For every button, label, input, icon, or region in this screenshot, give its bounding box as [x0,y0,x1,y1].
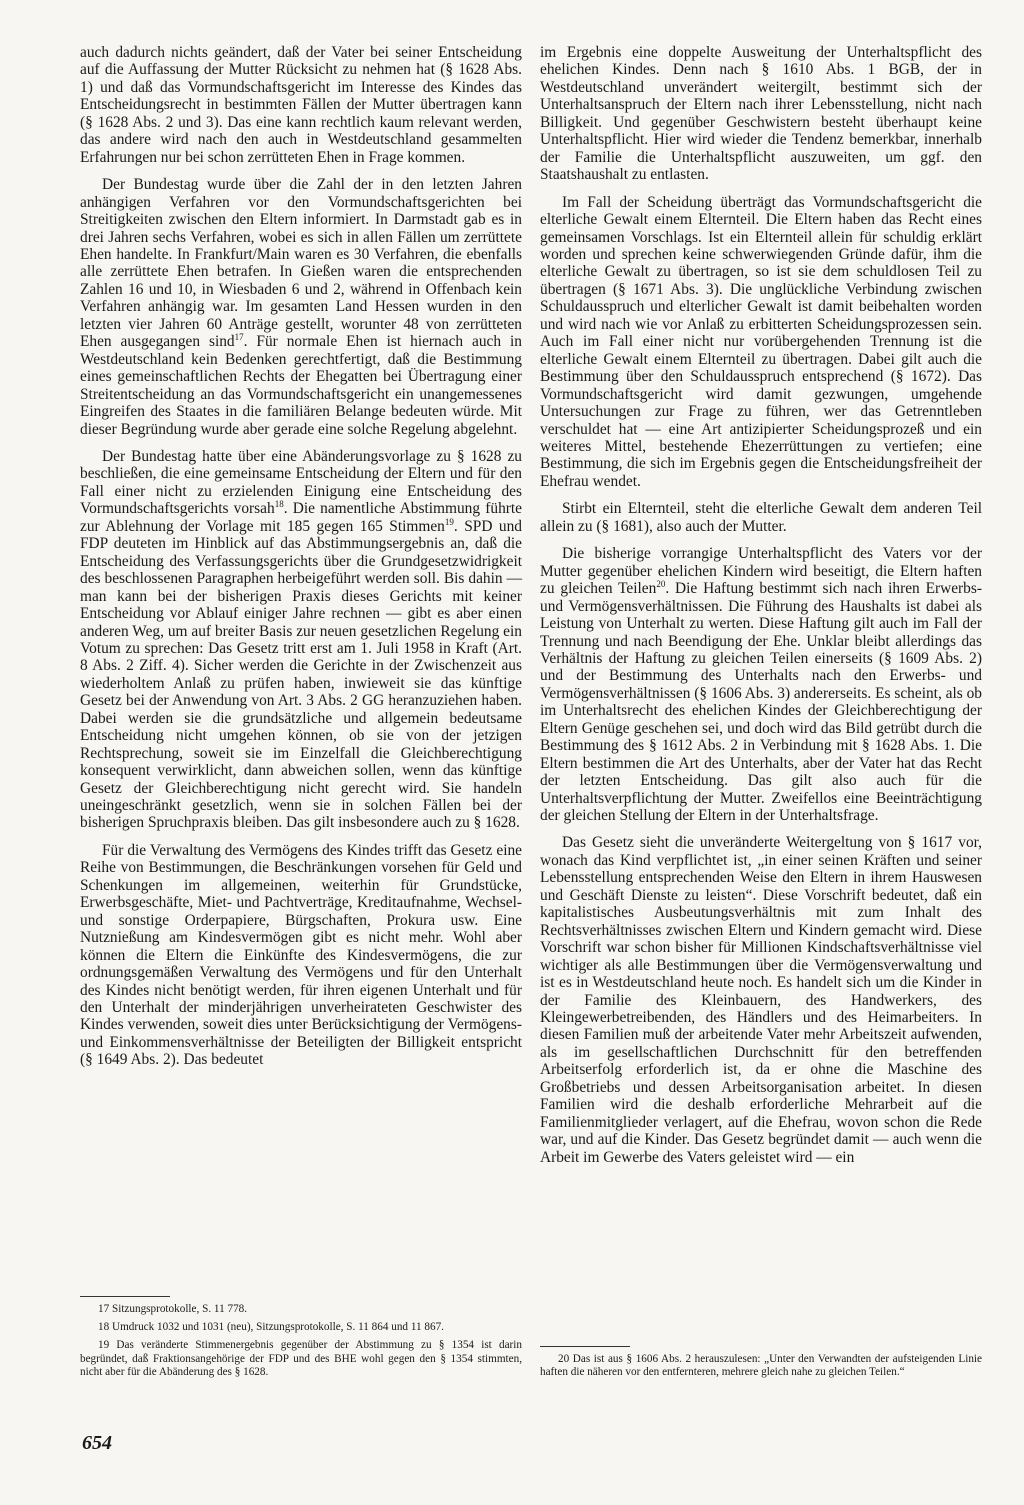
text-run: . Die Haftung bestimmt sich nach ihren Erwerbs- und Vermögensverhältnissen. Die Führung des Haushalts ist dabei als Leistung von Unterhalt zu werten. Diese Haftung gilt auch im Fall der Trennung und nach Beendigung der Ehe. Unklar bleibt allerdings das Verhältnis der Haftung zu gleichen Teilen einerseits (§ 1609 Abs. 2) und der Bestimmung des Unterhalts nach den Erwerbs- und Vermögensverhältnissen (§ 1606 Abs. 3) andererseits. Es scheint, als ob im Unterhaltsrecht des ehelichen Kindes der Gleichberechtigung der Eltern Genüge geschehen sei, und doch wird das Bild getrübt durch die Bestimmung des § 1612 Abs. 2 in Verbindung mit § 1628 Abs. 1. Die Eltern bestimmen die Art des Unterhalts, aber der Vater hat das Recht der letzten Entscheidung. Das gilt also auch für die Unterhaltsverpflichtung der Mutter. Zweifellos eine Beeinträchtigung der gleichen Stellung der Eltern in der Unterhaltsfrage. [540,580,982,825]
left-column [80,44,522,1079]
text-run: Die bisherige vorrangige Unterhaltspflicht des Vaters vor der Mutter gegenüber ehelichen Kindern wird beseitigt, die Eltern haften zu gleichen Teilen [540,545,982,598]
paragraph [540,545,982,824]
footnote: 17 Sitzungsprotokolle, S. 11 778. [98,1303,248,1315]
paragraph: Im Fall der Scheidung überträgt das Vormundschaftsgericht die elterliche Gewalt einem Elternteil. Die Eltern haben das Recht eines gemeinsamen Vorschlags. Ist ein Elternteil allein für schuldig erklärt worden und sprechen keine schwerwiegenden Gründe dafür, ihm die elterliche Gewalt zu übertragen, so ist sie dem schuldlosen Teil zu übertragen (§ 1671 Abs. 3). Die unglückliche Verbindung zwischen Schuldausspruch und elterlicher Gewalt ist damit beibehalten worden und wird nach wie vor Anlaß zu erbitterten Scheidungsprozessen sein. Auch im Fall einer nicht nur vorübergehenden Trennung ist die elterliche Gewalt einem Elternteil zu übertragen. Dabei gilt auch die Bestimmung über den Schuldausspruch entsprechend (§ 1672). Das Vormundschaftsgericht wird damit gezwungen, umgehende Untersuchungen zur Frage zu führen, wer das Getrenntleben verschuldet hat — eine Art antizipierter Scheidungsprozeß und ein weiteres Mittel, bestehende Ehezerrüttungen zu vertiefen; eine Bestimmung, die sich im Ergebnis gegen die Entscheidungsfreiheit der Ehefrau wendet. [540,193,982,490]
footnote-divider [540,1346,630,1347]
page-number: 654 [82,1432,112,1454]
footnote-ref: 18 [274,499,284,510]
text-run: . SPD und FDP deuteten im Hinblick auf das Abstimmungsergebnis an, daß die Entscheidung des Verfassungsgerichts über die Grundgesetzwidrigkeit des beschlossenen Paragraphen herbeigeführt werden soll. Bis dahin — man kann bei der bisherigen Praxis dieses Gerichts mit keiner Entscheidung vor Ablauf einiger Jahre rechnen — gibt es aber einen anderen Weg, um auf breiter Basis zur neuen gesetzlichen Regelung ein Votum zu sprechen: Das Gesetz tritt erst am 1. Juli 1958 in Kraft (Art. 8 Abs. 2 Ziff. 4). Sicher werden die Gerichte in der Zwischenzeit aus wiederholtem Anlaß zu prüfen haben, inwieweit sie das künftige Gesetz bei der Anwendung von Art. 3 Abs. 2 GG heranzuziehen haben. Dabei werden sie die grundsätzliche und allgemein bedeutsame Entscheidung nicht umgehen können, ob sie von der jetzigen Rechtsprechung, soweit sie im Einzelfall die Gleichberechtigung konsequent verwirklicht, dann abweichen sollen, wenn das künftige Gesetz der Gleichberechtigung nicht gerecht wird. Sie handeln uneingeschränkt gesetzlich, wenn sie in solchen Fällen bei der bisherigen Spruchpraxis bleiben. Das gilt insbesondere auch zu § 1628. [80,517,522,832]
footnotes-left [80,1296,522,1384]
footnote-ref: 17 [234,332,244,343]
paragraph: Stirbt ein Elternteil, steht die elterliche Gewalt dem anderen Teil allein zu (§ 1681), also auch der Mutter. [540,500,982,535]
paragraph: Das Gesetz sieht die unveränderte Weitergeltung von § 1617 vor, wonach das Kind verpflichtet ist, „in einer seinen Kräften und seiner Lebensstellung entsprechenden Weise den Eltern in ihrem Hauswesen und Geschäft Dienste zu leisten“. Diese Vorschrift bedeutet, daß ein kapitalistisches Ausbeutungsverhältnis mit zum Inhalt des Rechtsverhältnisses zwischen Eltern und Kindern gemacht wird. Diese Vorschrift war schon bisher für Millionen Kindschaftsverhältnisse viel wichtiger als alle Bestimmungen über die Vermögensverwaltung und ist es in Westdeutschland heute noch. Es handelt sich um die Kinder in der Familie des Kleinbauern, des Handwerkers, des Kleingewerbetreibenden, des Händlers und des Heimarbeiters. In diesen Familien muß der arbeitende Vater mehr Arbeitszeit aufwenden, als im gesellschaftlichen Durchschnitt für den betreffenden Arbeitserfolg erforderlich ist, da er ohne die Maschine des Großbetriebs und dessen Arbeitsorganisation arbeitet. In diesen Familien wird die deshalb erforderliche Mehrarbeit auf die Familienmitglieder verlagert, auf die Ehefrau, wovon schon die Rede war, und auf die Kinder. Das Gesetz begründet damit — auch wenn die Arbeit im Gewerbe des Vaters geleistet wird — ein [540,834,982,1166]
footnote: 20 Das ist aus § 1606 Abs. 2 herauszulesen: „Unter den Verwandten der aufsteigenden Linie haften die näheren vor den entfernteren, mehrere gleich nahe zu gleichen Teilen.“ [540,1353,982,1379]
paragraph: im Ergebnis eine doppelte Ausweitung der Unterhaltspflicht des ehelichen Kindes. Denn nach § 1610 Abs. 1 BGB, der in Westdeutschland unverändert weitergilt, bestimmt sich der Unterhaltsanspruch der Eltern nach ihrer Lebensstellung, nicht nach Billigkeit. Und gegenüber Geschwistern besteht überhaupt keine Unterhaltspflicht. Hier wird wieder die Tendenz bemerkbar, innerhalb der Familie die Unterhaltspflicht auszuweiten, um ggf. den Staatshaushalt zu entlasten. [540,44,982,184]
text-run: . Für normale Ehen ist hiernach auch in Westdeutschland kein Bedenken gerechtfertigt, daß die Bestimmung eines gemeinschaftlichen Rechts der Ehegatten bei Übertragung einer Streitentscheidung an das Vormundschaftsgericht ein unangemessenes Eingreifen des Staates in die familiären Belange bedeuten würde. Mit dieser Begründung wurde aber gerade eine solche Regelung abgelehnt. [80,333,522,438]
text-run: . Die namentliche Abstimmung führte zur Ablehnung der Vorlage mit 185 gegen 165 Stimmen [80,500,522,535]
footnote: 19 Das veränderte Stimmenergebnis gegenüber der Abstimmung zu § 1354 ist darin begründet, daß Fraktionsangehörige der FDP und des BHE wohl gegen den § 1354 stimmten, nicht aber für die Abänderung des § 1628. [80,1339,522,1378]
right-column [540,44,982,1176]
paragraph: auch dadurch nichts geändert, daß der Vater bei seiner Entscheidung auf die Auffassung der Mutter Rücksicht zu nehmen hat (§ 1628 Abs. 1) und daß das Vormundschaftsgericht im Interesse des Kindes das Entscheidungsrecht in bestimmten Fällen der Mutter übertragen kann (§ 1628 Abs. 2 und 3). Das eine kann rechtlich kaum relevant werden, das andere wird nach den auch in Westdeutschland gesammelten Erfahrungen nur bei schon zerrütteten Ehen in Frage kommen. [80,44,522,166]
footnote-ref: 19 [444,516,454,527]
paragraph: Für die Verwaltung des Vermögens des Kindes trifft das Gesetz eine Reihe von Bestimmungen, die Beschränkungen vorsehen für Geld und Schenkungen im allgemeinen, weiterhin für Grundstücke, Erwerbsgeschäfte, Miet- und Pachtverträge, Kreditaufnahme, Wechsel- und sonstige Orderpapiere, Bürgschaften, Prokura usw. Eine Nutznießung am Kindesvermögen gibt es nicht mehr. Wohl aber können die Eltern die Einkünfte des Kindesvermögens, die zur ordnungsgemäßen Verwaltung des Vermögens und für den Unterhalt des Kindes nicht benötigt werden, für ihren eigenen Unterhalt und für den Unterhalt der minderjährigen unverheirateten Geschwister des Kindes verwenden, soweit dies unter Berücksichtigung der Vermögens- und Einkommensverhältnisse der Beteiligten der Billigkeit entspricht (§ 1649 Abs. 2). Das bedeutet [80,841,522,1069]
footnote-divider [80,1296,170,1297]
text-run: Der Bundestag hatte über eine Abänderungsvorlage zu § 1628 zu beschließen, die eine gemeinsame Entscheidung der Eltern und für den Fall einer nicht zu erzielenden Einigung eine Entscheidung des Vormundschaftsgerichts vorsah [80,447,522,518]
footnotes-right [540,1346,982,1384]
paragraph [80,176,522,438]
text-run: Der Bundestag wurde über die Zahl der in den letzten Jahren anhängigen Verfahren vor den Vormundschaftsgerichten bei Streitigkeiten zwischen den Eltern informiert. In Darmstadt gab es in drei Jahren sechs Verfahren, wobei es sich in allen Fällen um zerrüttete Ehen handelte. In Frankfurt/Main waren es 30 Verfahren, die ebenfalls alle zerrüttete Ehen betrafen. In Gießen waren die entsprechenden Zahlen 16 und 10, in Wiesbaden 6 und 2, während in Offenbach kein Verfahren anhängig war. Im gesamten Land Hessen wurden in den letzten vier Jahren 60 Anträge gestellt, worunter 48 von zerrütteten Ehen ausgegangen sind [80,176,522,351]
paragraph [80,448,522,832]
footnote-ref: 20 [656,579,666,590]
footnote: 18 Umdruck 1032 und 1031 (neu), Sitzungsprotokolle, S. 11 864 und 11 867. [98,1321,444,1334]
